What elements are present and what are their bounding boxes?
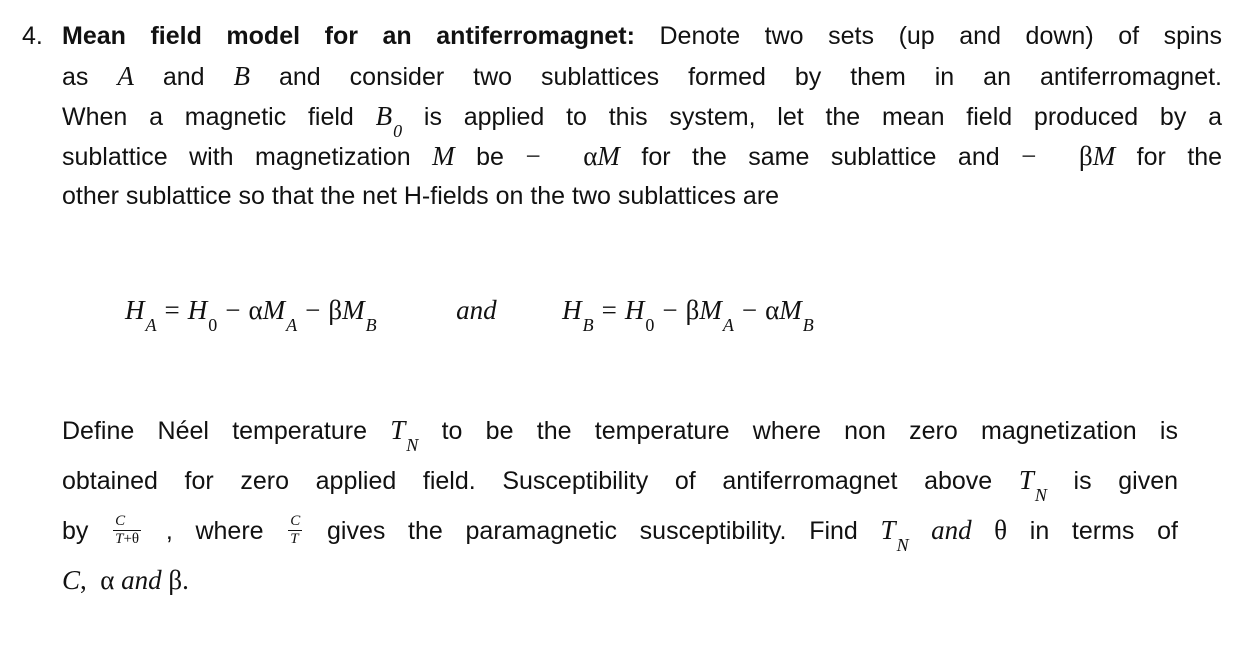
question-line-2: obtained for zero applied field. Susceptibility of antiferromagnet above $T_N$ is given [62,465,1179,505]
intro-line-3: When a magnetic field $B_0$ is applied to this system, let the mean field produced by a [62,101,1223,141]
symbol-b0: $B_0$ [375,101,403,141]
problem-statement [22,16,1222,216]
equation-h-a: $H_A = H_0 - \alpha M_A - \beta M_B$ [125,295,377,335]
symbol-t-n: $T_N$ [1018,465,1047,505]
term-minus-beta-m: − βM [1021,141,1116,171]
intro-line-2: as A and B and consider two sublattices formed by them in an antiferromagnet. [62,61,1222,91]
term-minus-alpha-m: − αM [525,141,620,171]
question-line-1: Define Néel temperature $T_N$ to be the temperature where non zero magnetization is [62,415,1178,455]
symbol-m: M [432,141,455,171]
symbol-b: B [233,61,251,91]
problem-number: 4. [22,22,43,50]
problem-title: Mean field model for an antiferromagnet: [62,22,635,50]
intro-line-1 [22,16,1222,56]
question-paragraph [62,406,1178,606]
question-line-3: by $\frac{C}{T+\theta}$ , where $\frac{C}{T}$ gives the paramagnetic susceptibility. Find $T_N$ and θ in terms of [62,512,1178,555]
symbol-list: C, α and β. [62,565,189,595]
intro-line-5: other sublattice so that the net H-fields on the two sublattices are [62,182,780,210]
fraction-c-over-t: $\frac{C}{T}$ [290,512,301,547]
field-equations [125,290,814,333]
symbol-a: A [117,61,134,91]
intro-text: Denote two sets (up and down) of spins [659,22,1222,50]
equation-connector: and [456,295,497,325]
intro-line-4: sublattice with magnetization M be − αM for the same sublattice and − βM for the [62,141,1223,171]
question-line-4 [62,556,1178,606]
fraction-c-over-t-plus-theta: $\frac{C}{T+\theta}$ [115,512,140,547]
equation-h-b: $H_B = H_0 - \beta M_A - \alpha M_B$ [562,295,814,335]
find-targets: $T_N$ and θ [880,515,1008,555]
symbol-t-n: $T_N$ [390,415,419,455]
